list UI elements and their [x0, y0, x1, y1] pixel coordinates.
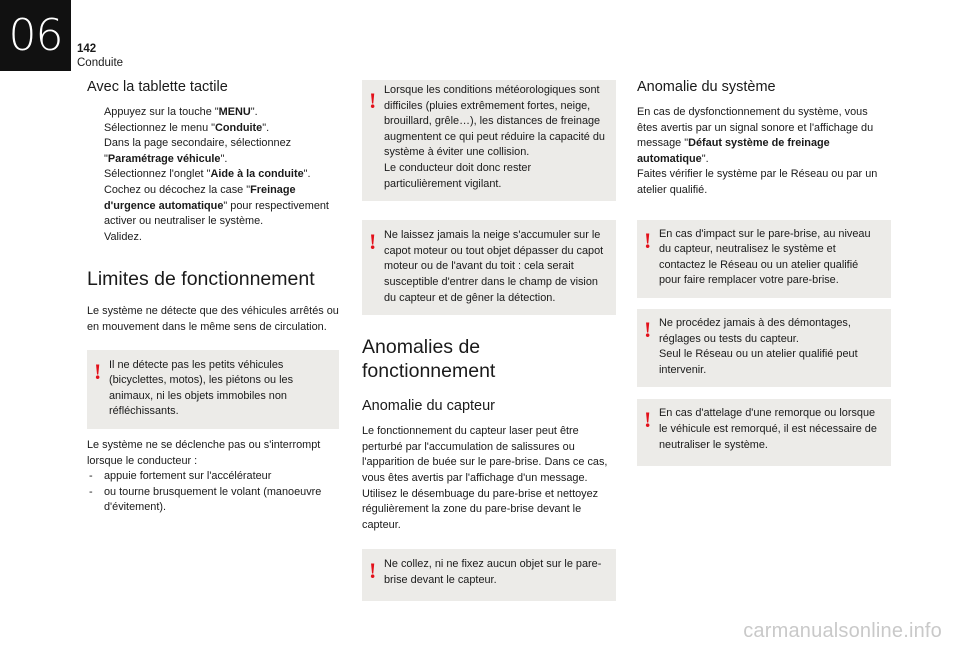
warning-box-weather [362, 80, 616, 201]
chapter-tab: 06 [0, 0, 71, 71]
section-name: Conduite [77, 57, 124, 69]
warning-icon: ! [369, 88, 377, 113]
warning-text: En cas d'impact sur le pare-brise, au niveau du capteur, neutralisez le système et contactez le Réseau ou un atelier qualifié pour faire remplacer votre pare-brise. [659, 227, 871, 287]
warning-icon: ! [369, 558, 377, 584]
column-3 [637, 78, 891, 466]
warning-box-tow [637, 399, 891, 466]
step-item: Sélectionnez l'onglet "Aide à la conduite". [104, 168, 311, 181]
watermark: carmanualsonline.info [743, 620, 942, 642]
trigger-list [87, 469, 339, 516]
step-item: Dans la page secondaire, sélectionnez "Paramétrage véhicule". [104, 137, 292, 165]
warning-box-detection [87, 350, 339, 429]
step-keyword: Freinage d'urgence automatique [104, 183, 296, 212]
warning-icon: ! [644, 227, 652, 253]
warning-text: Il ne détecte pas les petits véhicules (bicyclettes, motos), les piétons ou les animaux, ni les objets immobiles non réfléchissants. [109, 358, 294, 418]
warning-box-glue [362, 549, 616, 601]
trigger-text: Le système ne se déclenche pas ou s'interrompt lorsque le conducteur : [87, 438, 321, 467]
system-message: Défaut système de freinage automatique [637, 137, 830, 165]
step-keyword: Paramétrage véhicule [107, 152, 221, 165]
warning-icon: ! [369, 229, 377, 255]
warning-text: Ne collez, ni ne fixez aucun objet sur le pare-brise devant le capteur. [384, 558, 602, 586]
system-text-2: Faites vérifier le système par le Réseau ou par un atelier qualifié. [637, 168, 878, 196]
warning-icon: ! [644, 407, 652, 433]
column-2 [362, 80, 616, 601]
step-item: Sélectionnez le menu "Conduite". [104, 121, 270, 134]
warning-box-dismantle [637, 309, 891, 387]
warning-text: Ne procédez jamais à des démontages, réglages ou tests du capteur. [659, 316, 851, 345]
column-1 [87, 78, 339, 516]
list-item: - ou tourne brusquement le volant (manoeuvre d'évitement). [87, 485, 339, 516]
tablet-section-title: Avec la tablette tactile [87, 79, 228, 95]
sensor-anomaly-title: Anomalie du capteur [362, 398, 495, 415]
limits-text: Le système ne détecte que des véhicules arrêtés ou en mouvement dans le même sens de circulation. [87, 305, 339, 333]
anomalies-title: Anomalies de fonctionnement [362, 336, 496, 383]
list-item: - appuie fortement sur l'accélérateur [87, 469, 339, 485]
step-keyword: Conduite [215, 121, 263, 134]
step-keyword: Aide à la conduite [210, 168, 304, 181]
system-text: En cas de dysfonctionnement du système, vous êtes avertis par un signal sonore et l'affichage du message "Défaut système de freinage automatique". [637, 106, 874, 165]
step-item: Validez. [104, 230, 142, 243]
warning-text: Lorsque les conditions météorologiques sont difficiles (pluies extrêmement fortes, neige, brouillard, grêle…), les distances de freinage augmentent ce qui peut réduire la capacité du système à éviter une collision. Le conducteur doit donc rester particulièrement vigilant. [384, 84, 605, 190]
step-keyword: MENU [218, 106, 251, 118]
warning-text: Ne laissez jamais la neige s'accumuler sur le capot moteur ou tout objet dépasser du capot moteur ou de l'avant du toit : cela serait susceptible d'entrer dans le champ de vision du capteur et de gêner la détection. [384, 229, 604, 304]
sensor-text-2: Utilisez le désembuage du pare-brise et nettoyez régulièrement la zone du pare-brise devant le capteur. [362, 487, 599, 531]
step-item: Appuyez sur la touche "MENU". [104, 106, 258, 118]
warning-icon: ! [644, 316, 652, 342]
warning-icon: ! [94, 358, 102, 384]
page-number: 142 [77, 43, 97, 55]
system-anomaly-title: Anomalie du système [637, 79, 776, 95]
tablet-steps-list [87, 105, 339, 245]
step-item: Cochez ou décochez la case "Freinage d'urgence automatique" pour respectivement activer ou neutraliser le système. [104, 183, 329, 228]
warning-box-snow [362, 220, 616, 315]
warning-text-2: Seul le Réseau ou un atelier qualifié peut intervenir. [659, 348, 858, 376]
sensor-text: Le fonctionnement du capteur laser peut être perturbé par l'accumulation de salissures ou l'apparition de buée sur le pare-brise. Dans ce cas, vous êtes avertis par l'affichage d'un message. [362, 425, 608, 484]
limits-title: Limites de fonctionnement [87, 268, 315, 291]
warning-box-impact [637, 220, 891, 298]
warning-text: En cas d'attelage d'une remorque ou lorsque le véhicule est remorqué, il est nécessaire de neutraliser le système. [659, 407, 877, 451]
